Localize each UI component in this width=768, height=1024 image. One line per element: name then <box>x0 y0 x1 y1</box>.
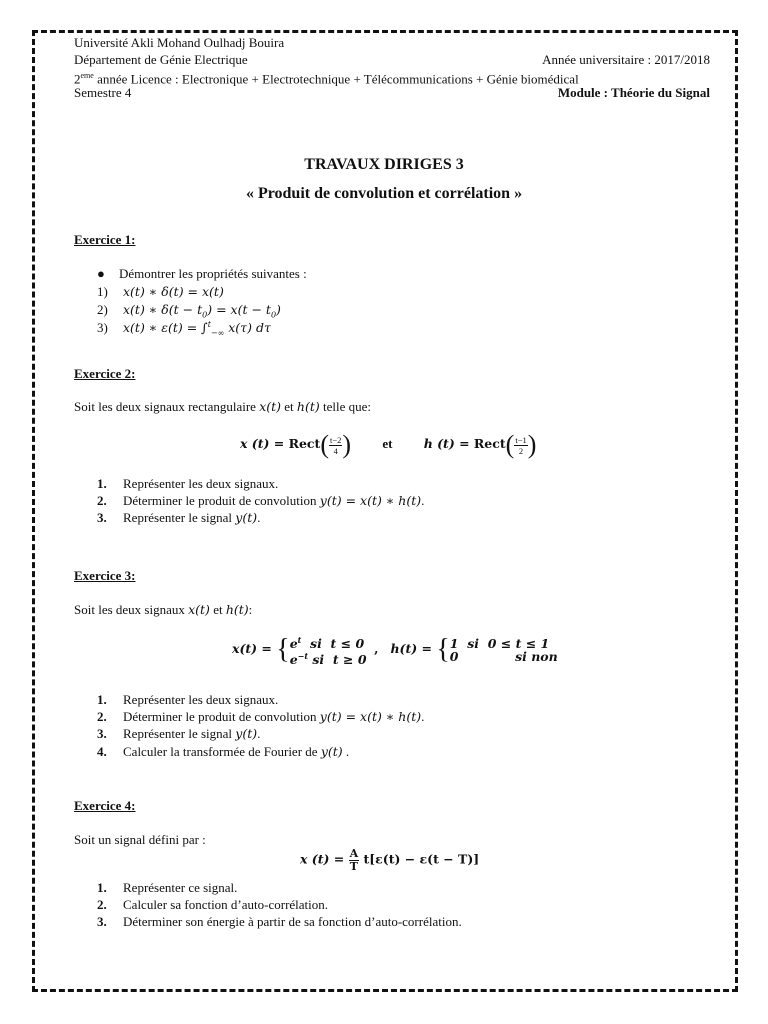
level-superscript: eme <box>80 71 94 80</box>
exercise-4-intro: Soit un signal défini par : <box>74 832 206 847</box>
exercise-3-intro-a: Soit les deux signaux <box>74 602 185 617</box>
exercise-2-item-1: 1. Représenter les deux signaux. <box>97 476 279 491</box>
exercise-3-item-1-text: Représenter les deux signaux. <box>123 692 279 707</box>
exercise-2-intro-c: telle que: <box>323 399 372 414</box>
academic-year: Année universitaire : 2017/2018 <box>542 52 710 67</box>
exercise-3-heading: Exercice 3: <box>74 568 136 583</box>
module-name: Module : Théorie du Signal <box>557 85 710 100</box>
exercise-2-item-1-text: Représenter les deux signaux. <box>123 476 279 491</box>
exercise-3-item-2-text: Déterminer le produit de convolution <box>123 709 317 724</box>
exercise-3-intro: Soit les deux signaux x(t) et h(t): <box>74 602 253 617</box>
exercise-4-item-1: 1. Représenter ce signal. <box>97 880 238 895</box>
department-name: Département de Génie Electrique <box>74 52 248 67</box>
study-level <box>74 68 579 87</box>
exercise-3-intro-b: et <box>213 602 223 617</box>
exercise-3-item-1: 1. Représenter les deux signaux. <box>97 692 279 707</box>
property-3-number: 3) <box>97 320 108 336</box>
exercise-2-heading: Exercice 2: <box>74 366 136 381</box>
property-2: 2) x(t) ∗ $\delta(t - t_0) = x(t - t_0)$ <box>97 302 281 320</box>
exercise-4-formula: x (t) = $\frac{A}{T}$ t[ε(t) − ε(t − T)] <box>300 847 480 873</box>
exercise-1-heading: Exercice 1: <box>74 232 136 247</box>
level-programs: année Licence : Electronique + Electrotechnique + Télécommunications + Génie biomédical <box>93 71 579 87</box>
exercise-3-item-3: 3. Représenter le signal y(t). <box>97 726 261 741</box>
semester: Semestre 4 <box>74 85 132 100</box>
exercise-2-formula: x (t) = Rect( $\frac{t-2}{4}$ ) et h (t) = Rect( $\frac{t-1}{2}$ ) <box>240 430 537 459</box>
property-1: 1) x(t) ∗ δ(t) = x(t) <box>97 284 224 299</box>
exercise-2-item-2-text: Déterminer le produit de convolution <box>123 493 317 508</box>
exercise-2-intro-b: et <box>284 399 294 414</box>
exercise-3-item-4-text: Calculer la transformée de Fourier de <box>123 744 318 759</box>
exercise-3-item-2: 2. Déterminer le produit de convolution y(t) = x(t) ∗ h(t). <box>97 709 425 724</box>
exercise-4-item-3-text: Déterminer son énergie à partir de sa fonction d’auto-corrélation. <box>123 914 462 929</box>
exercise-4-item-2-text: Calculer sa fonction d’auto-corrélation. <box>123 897 329 912</box>
level-number: 2 <box>74 71 81 87</box>
exercise-2-intro: Soit les deux signaux rectangulaire x(t) et h(t) telle que: <box>74 399 372 414</box>
page-subtitle: « Produit de convolution et corrélation » <box>245 185 523 202</box>
exercise-2-intro-a: Soit les deux signaux rectangulaire <box>74 399 256 414</box>
page-title: TRAVAUX DIRIGES 3 <box>304 156 464 173</box>
exercise-3-item-3-text: Représenter le signal <box>123 726 233 741</box>
exercise-1-intro-text: Démontrer les propriétés suivantes : <box>119 266 307 281</box>
property-3: 3) x(t) ∗ ε(t) = ∫$^t_{-\infty}$ x(τ) dτ <box>97 320 271 338</box>
exercise-4-heading: Exercice 4: <box>74 798 136 813</box>
property-2-number: 2) <box>97 302 108 317</box>
exercise-1-intro <box>97 266 307 282</box>
exercise-4-item-2: 2. Calculer sa fonction d’auto-corrélation. <box>97 897 329 912</box>
bullet-icon: ● <box>97 266 105 281</box>
property-1-number: 1) <box>97 284 108 299</box>
exercise-3-item-4: 4. Calculer la transformée de Fourier de y(t) . <box>97 744 350 759</box>
formula-et: et <box>382 435 393 451</box>
university-name: Université Akli Mohand Oulhadj Bouira <box>74 35 285 50</box>
exercise-2-item-3-text: Représenter le signal <box>123 510 233 525</box>
exercise-3-formula: x(t) = { $e^t$ si t ≤ 0 $e^{-t}$ si t ≥ 0 , h(t) = { 1 si 0 ≤ t ≤ 1 0 si non <box>232 634 558 668</box>
exercise-2-item-3: 3. Représenter le signal y(t). <box>97 510 261 525</box>
exercise-2-item-2: 2. Déterminer le produit de convolution y(t) = x(t) ∗ h(t). <box>97 493 425 508</box>
exercise-4-item-1-text: Représenter ce signal. <box>123 880 238 895</box>
exercise-4-item-3: 3. Déterminer son énergie à partir de sa fonction d’auto-corrélation. <box>97 914 462 929</box>
